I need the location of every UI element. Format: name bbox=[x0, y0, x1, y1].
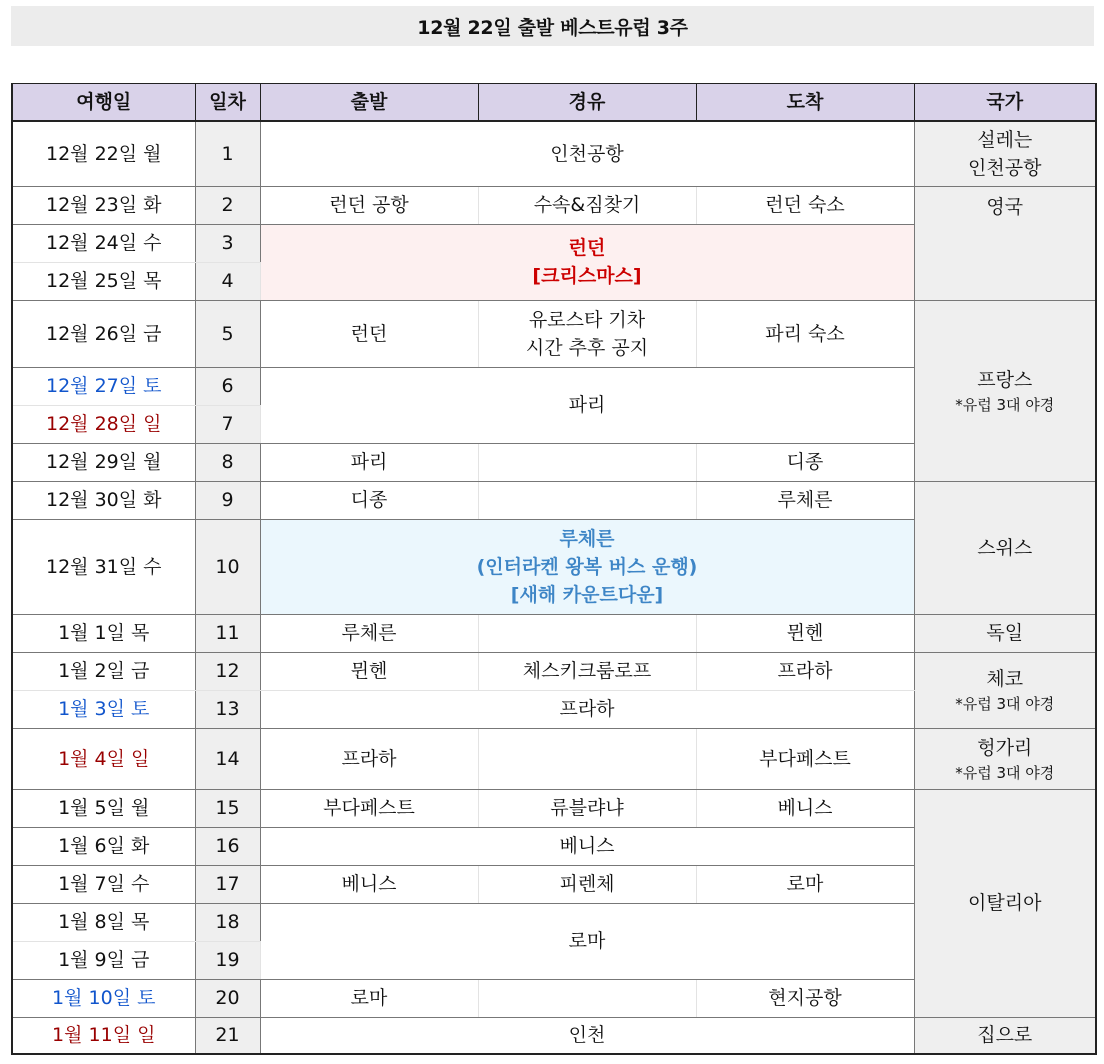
christmas-label: [크리스마스] bbox=[532, 265, 642, 287]
date-cell: 12월 25일 목 bbox=[12, 262, 195, 300]
arrive-cell: 파리 숙소 bbox=[696, 300, 914, 367]
country-cell bbox=[914, 652, 1096, 728]
arrive-cell: 뮌헨 bbox=[696, 614, 914, 652]
country-note: *유럽 3대 야경 bbox=[955, 695, 1055, 713]
date-cell: 1월 11일 일 bbox=[12, 1017, 195, 1054]
header-depart: 출발 bbox=[260, 84, 478, 122]
arrive-cell: 부다페스트 bbox=[696, 728, 914, 789]
country-note: *유럽 3대 야경 bbox=[955, 763, 1055, 782]
route-full-cell: 인천 bbox=[260, 1017, 914, 1054]
depart-cell: 디종 bbox=[260, 481, 478, 519]
arrive-cell: 루체른 bbox=[696, 481, 914, 519]
date-cell: 12월 28일 일 bbox=[12, 405, 195, 443]
date-cell: 12월 31일 수 bbox=[12, 519, 195, 614]
day-number: 16 bbox=[195, 827, 260, 865]
date-cell: 1월 3일 토 bbox=[12, 690, 195, 728]
date-cell: 1월 1일 목 bbox=[12, 614, 195, 652]
date-cell: 1월 7일 수 bbox=[12, 865, 195, 903]
via-cell bbox=[478, 481, 696, 519]
country-name: 체코 bbox=[986, 668, 1024, 690]
day-number: 5 bbox=[195, 300, 260, 367]
date-cell: 1월 8일 목 bbox=[12, 903, 195, 941]
depart-cell: 부다페스트 bbox=[260, 789, 478, 827]
date-cell: 12월 26일 금 bbox=[12, 300, 195, 367]
header-row bbox=[12, 84, 1096, 122]
date-cell: 12월 29일 월 bbox=[12, 443, 195, 481]
date-cell: 12월 23일 화 bbox=[12, 186, 195, 224]
via-cell bbox=[478, 614, 696, 652]
day-number: 7 bbox=[195, 405, 260, 443]
table-row bbox=[12, 652, 1096, 690]
table-row bbox=[12, 481, 1096, 519]
day-number: 19 bbox=[195, 941, 260, 979]
day-number: 11 bbox=[195, 614, 260, 652]
date-cell: 12월 30일 화 bbox=[12, 481, 195, 519]
via-line: 시간 추후 공지 bbox=[525, 336, 649, 359]
country-note: *유럽 3대 야경 bbox=[955, 395, 1055, 414]
new-year-city: 루체른 bbox=[559, 527, 615, 550]
header-day: 일차 bbox=[195, 84, 260, 122]
header-arrive: 도착 bbox=[696, 84, 914, 122]
via-cell bbox=[478, 728, 696, 789]
via-cell: 수속&짐찾기 bbox=[478, 186, 696, 224]
new-year-bus: (인터라켄 왕복 버스 운행) bbox=[476, 555, 698, 578]
day-number: 14 bbox=[195, 728, 260, 789]
day-number: 8 bbox=[195, 443, 260, 481]
day-number: 10 bbox=[195, 519, 260, 614]
via-cell: 체스키크룸로프 bbox=[478, 652, 696, 690]
route-full-cell: 프라하 bbox=[260, 690, 914, 728]
via-line: 유로스타 기차 bbox=[528, 308, 646, 331]
date-cell: 12월 24일 수 bbox=[12, 224, 195, 262]
depart-cell: 로마 bbox=[260, 979, 478, 1017]
depart-cell: 런던 공항 bbox=[260, 186, 478, 224]
depart-cell: 베니스 bbox=[260, 865, 478, 903]
header-via: 경유 bbox=[478, 84, 696, 122]
new-year-cell bbox=[260, 519, 914, 614]
day-number: 13 bbox=[195, 690, 260, 728]
via-cell: 피렌체 bbox=[478, 865, 696, 903]
country-line: 설레는 bbox=[977, 128, 1033, 151]
arrive-cell: 로마 bbox=[696, 865, 914, 903]
header-date: 여행일 bbox=[12, 84, 195, 122]
depart-cell: 프라하 bbox=[260, 728, 478, 789]
date-cell: 1월 2일 금 bbox=[12, 652, 195, 690]
country-cell: 독일 bbox=[914, 614, 1096, 652]
day-number: 15 bbox=[195, 789, 260, 827]
table-row bbox=[12, 300, 1096, 367]
date-cell: 1월 5일 월 bbox=[12, 789, 195, 827]
depart-cell: 파리 bbox=[260, 443, 478, 481]
via-cell: 류블랴냐 bbox=[478, 789, 696, 827]
country-name: 헝가리 bbox=[977, 736, 1033, 759]
day-number: 20 bbox=[195, 979, 260, 1017]
day-number: 1 bbox=[195, 121, 260, 186]
itinerary-table bbox=[11, 83, 1097, 1055]
header-country: 국가 bbox=[914, 84, 1096, 122]
country-cell bbox=[914, 121, 1096, 186]
depart-cell: 뮌헨 bbox=[260, 652, 478, 690]
route-full-cell: 파리 bbox=[260, 367, 914, 443]
table-row bbox=[12, 614, 1096, 652]
arrive-cell: 베니스 bbox=[696, 789, 914, 827]
country-cell bbox=[914, 300, 1096, 481]
page-title: 12월 22일 출발 베스트유럽 3주 bbox=[11, 6, 1094, 46]
day-number: 18 bbox=[195, 903, 260, 941]
country-cell: 집으로 bbox=[914, 1017, 1096, 1054]
via-cell bbox=[478, 300, 696, 367]
country-line: 인천공항 bbox=[968, 156, 1042, 179]
day-number: 3 bbox=[195, 224, 260, 262]
depart-cell: 런던 bbox=[260, 300, 478, 367]
route-full-cell: 인천공항 bbox=[260, 121, 914, 186]
depart-cell: 루체른 bbox=[260, 614, 478, 652]
christmas-city: 런던 bbox=[568, 237, 606, 259]
country-name: 프랑스 bbox=[977, 368, 1033, 391]
arrive-cell: 디종 bbox=[696, 443, 914, 481]
day-number: 2 bbox=[195, 186, 260, 224]
arrive-cell: 런던 숙소 bbox=[696, 186, 914, 224]
table-row bbox=[12, 121, 1096, 186]
date-cell: 1월 10일 토 bbox=[12, 979, 195, 1017]
route-full-cell: 베니스 bbox=[260, 827, 914, 865]
via-cell bbox=[478, 443, 696, 481]
country-cell: 이탈리아 bbox=[914, 789, 1096, 1017]
date-cell: 1월 9일 금 bbox=[12, 941, 195, 979]
new-year-label: [새해 카운트다운] bbox=[510, 583, 664, 606]
day-number: 12 bbox=[195, 652, 260, 690]
country-cell: 스위스 bbox=[914, 481, 1096, 614]
table-row bbox=[12, 186, 1096, 224]
route-full-cell: 로마 bbox=[260, 903, 914, 979]
arrive-cell: 프라하 bbox=[696, 652, 914, 690]
table-row bbox=[12, 789, 1096, 827]
date-cell: 1월 6일 화 bbox=[12, 827, 195, 865]
day-number: 17 bbox=[195, 865, 260, 903]
via-cell bbox=[478, 979, 696, 1017]
day-number: 21 bbox=[195, 1017, 260, 1054]
country-cell bbox=[914, 728, 1096, 789]
date-cell: 12월 22일 월 bbox=[12, 121, 195, 186]
day-number: 9 bbox=[195, 481, 260, 519]
date-cell: 12월 27일 토 bbox=[12, 367, 195, 405]
christmas-cell bbox=[260, 224, 914, 300]
table-row bbox=[12, 728, 1096, 789]
country-cell: 영국 bbox=[914, 186, 1096, 300]
arrive-cell: 현지공항 bbox=[696, 979, 914, 1017]
day-number: 4 bbox=[195, 262, 260, 300]
day-number: 6 bbox=[195, 367, 260, 405]
table-row bbox=[12, 1017, 1096, 1054]
date-cell: 1월 4일 일 bbox=[12, 728, 195, 789]
